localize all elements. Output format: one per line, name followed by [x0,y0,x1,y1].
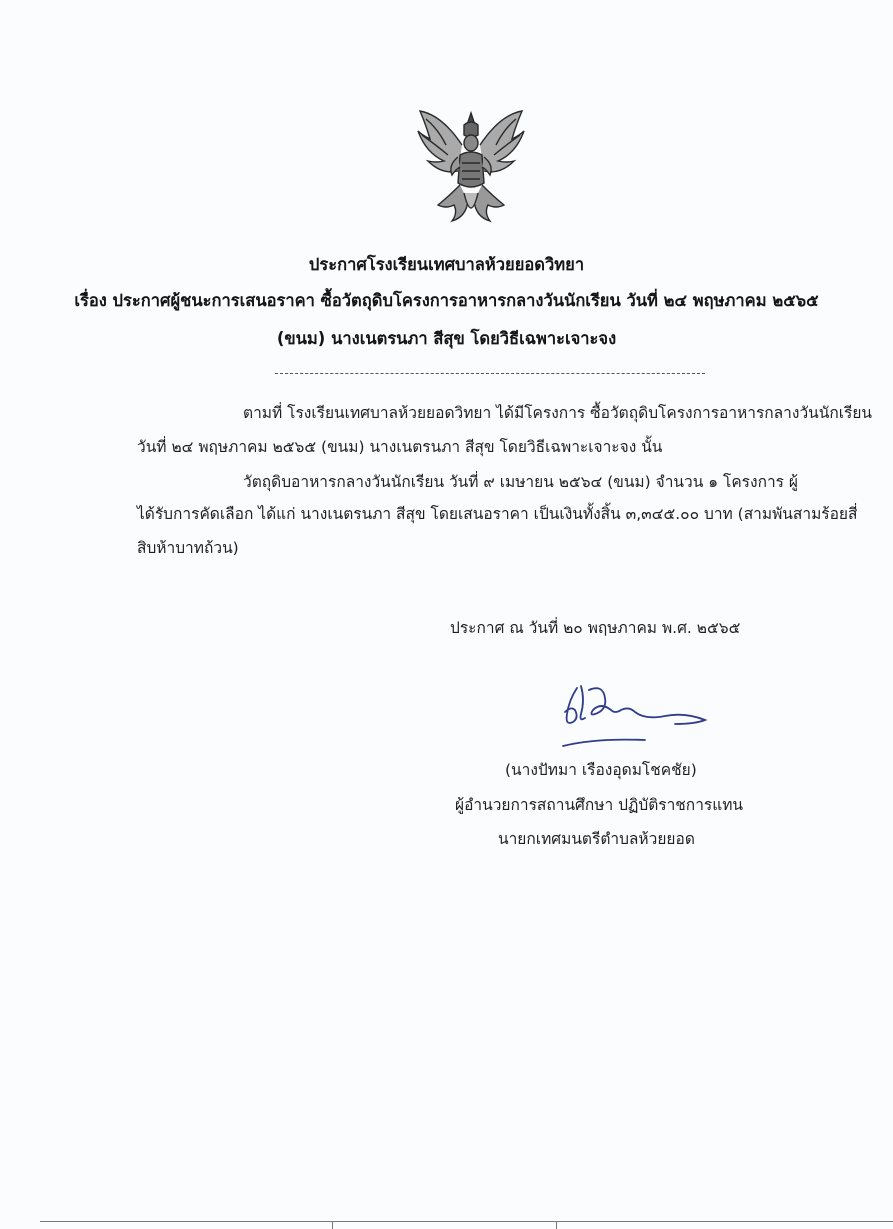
paragraph1-line2: วันที่ ๒๔ พฤษภาคม ๒๕๖๕ (ขนม) นางเนตรนภา สีสุข โดยวิธีเฉพาะเจาะจง นั้น [137,438,663,456]
announcement-date: ประกาศ ณ วันที่ ๒๐ พฤษภาคม พ.ศ. ๒๕๖๕ [450,619,741,637]
scan-footer-tick [332,1221,333,1229]
paragraph2-line3: สิบห้าบาทถ้วน) [137,539,239,557]
scan-footer-tick [556,1221,557,1229]
signatory-position-acting: นายกเทศมนตรีตำบลห้วยยอด [498,830,695,848]
announcement-subject-cont: (ขนม) นางเนตรนภา สีสุข โดยวิธีเฉพาะเจาะจง [276,329,617,348]
paragraph2-line1: วัตถุดิบอาหารกลางวันนักเรียน วันที่ ๙ เมษายน ๒๕๖๔ (ขนม) จำนวน ๑ โครงการ ผู้ [243,473,799,491]
paragraph1-line1: ตามที่ โรงเรียนเทศบาลห้วยยอดวิทยา ได้มีโครงการ ซื้อวัตถุดิบโครงการอาหารกลางวันนักเรียน [243,404,873,422]
announcement-subject: เรื่อง ประกาศผู้ชนะการเสนอราคา ซื้อวัตถุดิบโครงการอาหารกลางวันนักเรียน วันที่ ๒๔ พฤษภาคม ๒๕๖๕ [74,291,819,310]
announcement-title: ประกาศโรงเรียนเทศบาลห้วยยอดวิทยา [308,255,585,274]
signatory-name: (นางปัทมา เรืองอุดมโชคชัย) [505,761,697,779]
handwritten-signature [555,680,720,748]
garuda-emblem-icon [412,105,530,225]
signatory-position: ผู้อำนวยการสถานศึกษา ปฏิบัติราชการแทน [455,796,744,814]
scan-footer-border [40,1221,893,1222]
paragraph2-line2: ได้รับการคัดเลือก ได้แก่ นางเนตรนภา สีสุข โดยเสนอราคา เป็นเงินทั้งสิ้น ๓,๓๔๕.๐๐ บาท (สามพันสามร้อยสี่ [137,505,858,523]
divider [275,373,705,374]
